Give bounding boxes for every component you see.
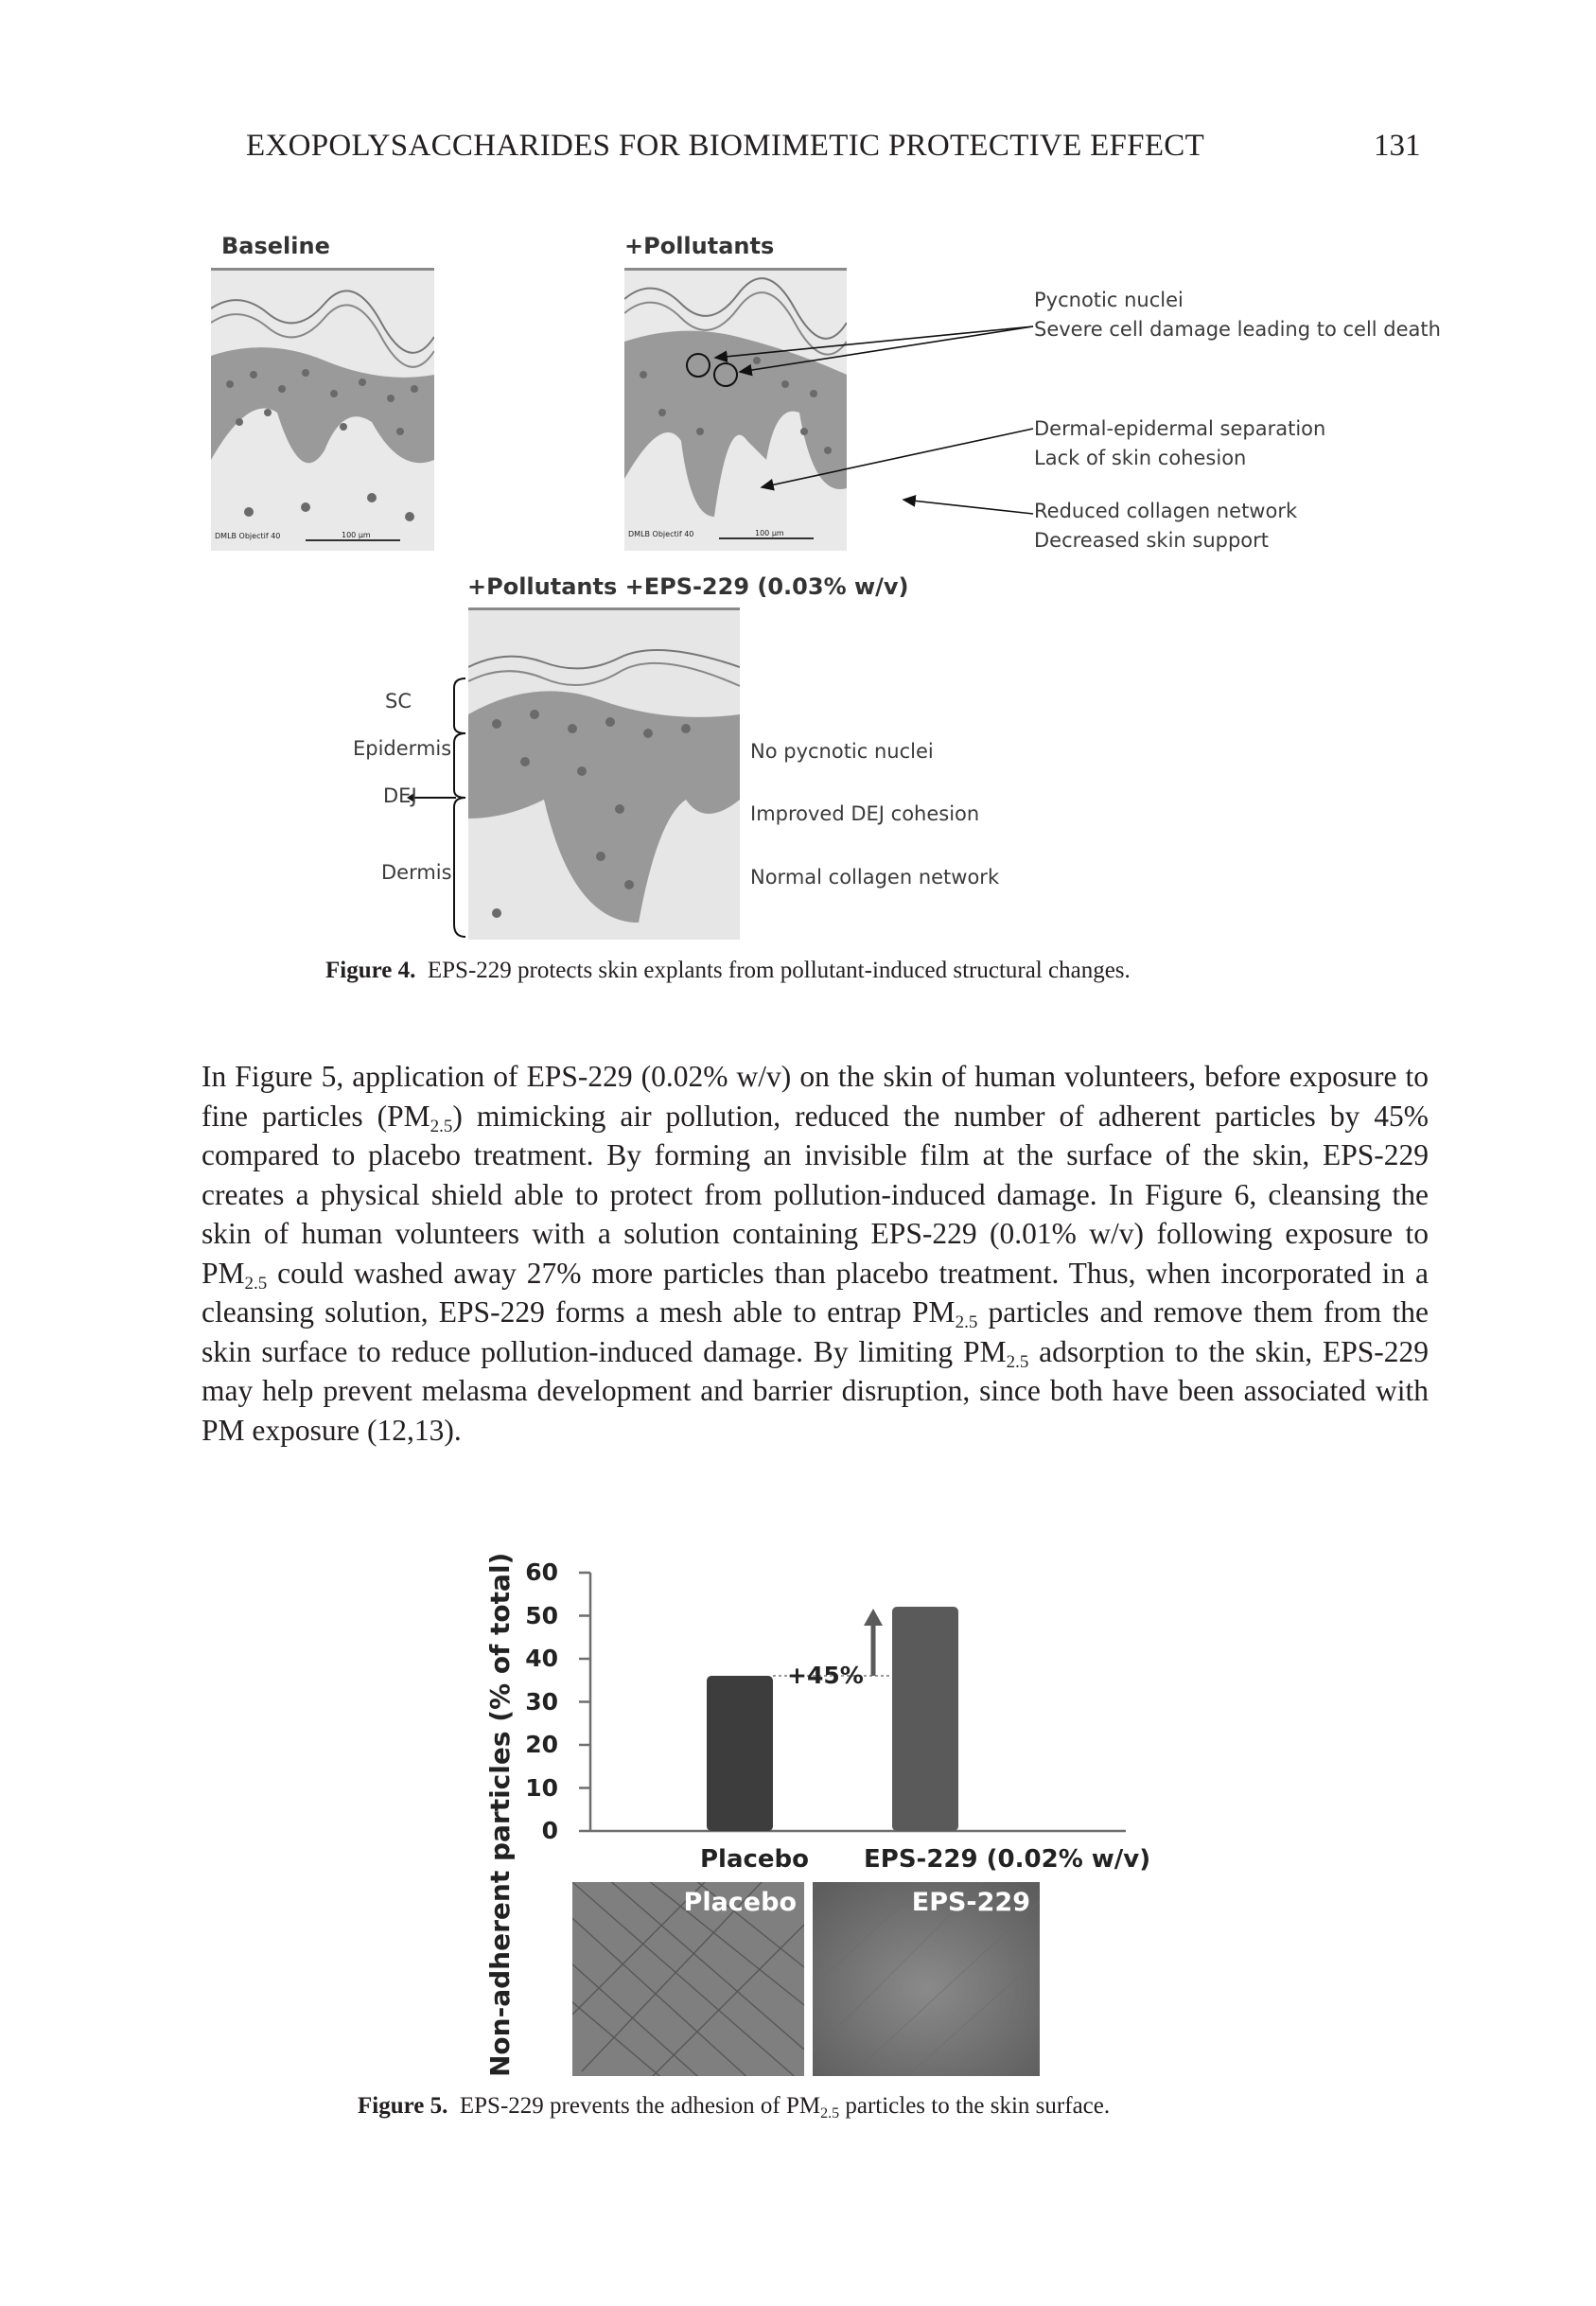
running-header-title: EXOPOLYSACCHARIDES FOR BIOMIMETIC PROTECTIVE EFFECT bbox=[246, 129, 1205, 163]
figure-4-label: Figure 4. bbox=[325, 958, 416, 983]
bar-chart bbox=[539, 1561, 1145, 1845]
micrograph-baseline bbox=[211, 268, 434, 551]
annotation-no-pycnotic: No pycnotic nuclei bbox=[750, 740, 934, 763]
annotation-improved-dej: Improved DEJ cohesion bbox=[750, 802, 980, 825]
figure-5-caption: Figure 5. EPS-229 prevents the adhesion of $PM_{2.5}$ particles to the skin surface. bbox=[358, 2093, 1111, 2121]
y-tick: 10 bbox=[525, 1774, 558, 1802]
y-tick: 50 bbox=[525, 1602, 558, 1629]
page-number: 131 bbox=[1374, 129, 1421, 163]
y-tick: 30 bbox=[525, 1688, 558, 1716]
photo-eps-229 bbox=[813, 1882, 1040, 2076]
y-tick: 0 bbox=[541, 1817, 558, 1844]
layer-label-dermis: Dermis bbox=[381, 861, 452, 884]
figure-4-caption bbox=[325, 958, 1131, 984]
annotation-collagen: Reduced collagen network Decreased skin support bbox=[1034, 500, 1298, 552]
objective-label: DMLB Objectif 40 bbox=[628, 530, 694, 538]
layer-label-dej: DEJ bbox=[383, 784, 417, 807]
photo-placebo bbox=[572, 1882, 804, 2076]
photo-label-placebo: Placebo bbox=[683, 1888, 797, 1917]
annotation-dej-separation: Dermal-epidermal separation Lack of skin cohesion bbox=[1034, 417, 1326, 469]
x-label-eps-229: EPS-229 (0.02% w/v) bbox=[864, 1845, 1151, 1874]
panel-title-treated: +Pollutants +EPS-229 (0.03% w/v) bbox=[467, 573, 909, 600]
panel-title-pollutants: +Pollutants bbox=[624, 233, 775, 259]
micrograph-treated bbox=[468, 607, 740, 940]
chart-y-axis-label: Non-adherent particles (% of total) bbox=[484, 1552, 516, 2077]
layer-label-sc: SC bbox=[385, 690, 412, 713]
y-tick: 60 bbox=[525, 1558, 558, 1586]
photo-label-eps-229: EPS-229 bbox=[911, 1888, 1030, 1917]
y-tick: 40 bbox=[525, 1645, 558, 1672]
chart-annotation-increase: +45% bbox=[787, 1662, 864, 1689]
annotation-arrows bbox=[624, 268, 1041, 552]
body-paragraph: In Figure 5, application of EPS-229 (0.02% w/v) on the skin of human volunteers, before exposure to fine particles $(PM_{2.5})$ mimicking air pollution, reduced the number of adherent particles by 45% compared to placebo treatment. By forming an invisible film at the surface of the skin, EPS-229 creates a physical shield able to protect from pollution-induced damage. In Figure 6, cleansing the skin of human volunteers with a solution containing EPS-229 (0.01% w/v) following exposure to $PM_{2.5}$ could washed away 27% more particles than placebo treatment. Thus, when incorporated in a cleansing solution, EPS-229 forms a mesh able to entrap $PM_{2.5}$ particles and remove them from the skin surface to reduce pollution-induced damage. By limiting $PM_{2.5}$ adsorption to the skin, EPS-229 may help prevent melasma development and barrier disruption, since both have been associated with PM exposure (12,13). bbox=[202, 1060, 1429, 1447]
x-label-placebo: Placebo bbox=[700, 1845, 810, 1874]
annotation-pycnotic: Pycnotic nuclei Severe cell damage leading to cell death bbox=[1034, 289, 1441, 341]
y-tick: 20 bbox=[525, 1731, 558, 1758]
bar-eps-229 bbox=[892, 1607, 958, 1831]
layer-brackets bbox=[445, 677, 471, 942]
scale-bar-label: 100 µm bbox=[755, 529, 784, 537]
bar-placebo bbox=[707, 1676, 773, 1831]
panel-title-baseline: Baseline bbox=[221, 233, 330, 259]
increase-arrow-icon bbox=[864, 1609, 883, 1626]
figure-4-caption-text: EPS-229 protects skin explants from pollutant-induced structural changes. bbox=[427, 958, 1131, 983]
annotation-normal-collagen: Normal collagen network bbox=[750, 866, 1000, 889]
objective-label: DMLB Objectif 40 bbox=[215, 532, 281, 540]
layer-label-epidermis: Epidermis bbox=[353, 737, 452, 760]
figure-5-label: Figure 5. bbox=[358, 2093, 448, 2119]
scale-bar-label: 100 µm bbox=[342, 531, 371, 539]
